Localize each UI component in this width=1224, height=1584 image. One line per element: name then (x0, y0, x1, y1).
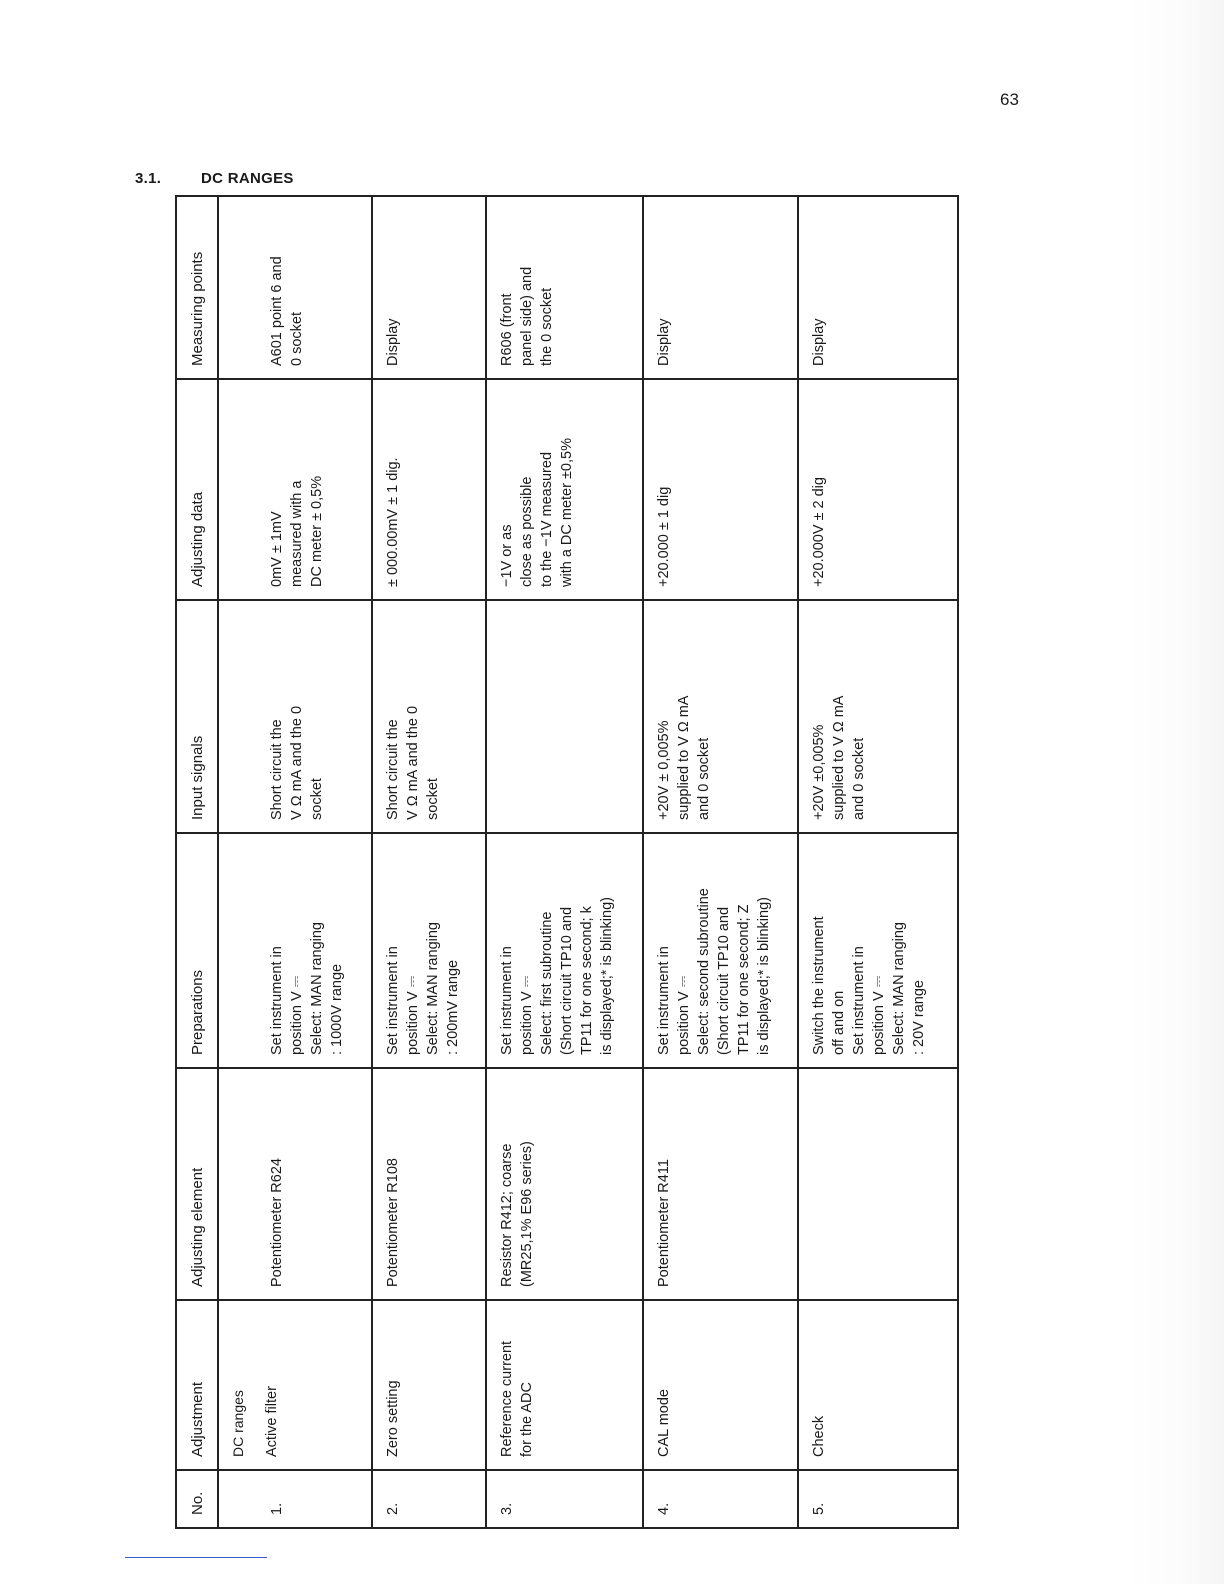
cell-adjustment: Check (798, 1300, 958, 1470)
cell-adjusting-element: Potentiometer R411 (643, 1068, 798, 1300)
cell-adjusting-element: Potentiometer R108 (372, 1068, 486, 1300)
header-adjustment: Adjustment (176, 1300, 218, 1470)
cell-measuring-points: R606 (front panel side) and the 0 socket (486, 196, 642, 379)
cell-measuring-points: A601 point 6 and 0 socket (218, 196, 372, 379)
cell-preparations: Set instrument in position V ⎓ Select: first subroutine (Short circuit TP10 and TP11 for one second; k is displayed;* is blinking) (486, 833, 642, 1068)
cell-adjusting-data: +20.000V ± 2 dig (798, 379, 958, 600)
cell-adjusting-element: Resistor R412; coarse (MR25,1% E96 series) (486, 1068, 642, 1300)
table-row (798, 196, 958, 1528)
cell-preparations: Set instrument in position V ⎓ Select: MAN ranging : 200mV range (372, 833, 486, 1068)
table-row (643, 196, 798, 1528)
footnote-rule (125, 1557, 267, 1558)
group-label: DC ranges (230, 1390, 246, 1457)
table-row (372, 196, 486, 1528)
cell-measuring-points: Display (798, 196, 958, 379)
cell-input-signals: +20V ±0,005% supplied to V Ω mA and 0 socket (798, 600, 958, 833)
header-adjusting-element: Adjusting element (176, 1068, 218, 1300)
section-number: 3.1. (135, 170, 162, 187)
page-number: 63 (1000, 90, 1019, 109)
header-preparations: Preparations (176, 833, 218, 1068)
header-adjusting-data: Adjusting data (176, 379, 218, 600)
adjustment-table-container (175, 197, 959, 1529)
cell-no: 1. (218, 1470, 372, 1528)
cell-no: 2. (372, 1470, 486, 1528)
cell-input-signals: Short circuit the V Ω mA and the 0 socket (372, 600, 486, 833)
cell-adjusting-data: 0mV ± 1mV measured with a DC meter ± 0,5% (218, 379, 372, 600)
cell-adjustment: Zero setting (372, 1300, 486, 1470)
cell-adjusting-data: −1V or as close as possible to the −1V measured with a DC meter ±0,5% (486, 379, 642, 600)
cell-adjusting-data: +20.000 ± 1 dig (643, 379, 798, 600)
cell-adjustment: CAL mode (643, 1300, 798, 1470)
cell-adjustment (218, 1300, 372, 1470)
cell-measuring-points: Display (372, 196, 486, 379)
section-title: DC RANGES (201, 170, 294, 187)
cell-adjustment: Reference current for the ADC (486, 1300, 642, 1470)
cell-no: 5. (798, 1470, 958, 1528)
cell-adjusting-element: Potentiometer R624 (218, 1068, 372, 1300)
header-input-signals: Input signals (176, 600, 218, 833)
table-header-row (176, 196, 218, 1528)
cell-input-signals: Short circuit the V Ω mA and the 0 socket (218, 600, 372, 833)
header-measuring-points: Measuring points (176, 196, 218, 379)
section-heading (135, 170, 294, 187)
header-no: No. (176, 1470, 218, 1528)
cell-no: 3. (486, 1470, 642, 1528)
cell-preparations: Set instrument in position V ⎓ Select: second subroutine (Short circuit TP10 and TP11 for one second; Z is displayed;* is blinking) (643, 833, 798, 1068)
adjustment-table (175, 195, 959, 1529)
cell-input-signals: +20V ± 0,005% supplied to V Ω mA and 0 socket (643, 600, 798, 833)
table-row (486, 196, 642, 1528)
adjustment-table-rotated (175, 197, 959, 1529)
cell-no: 4. (643, 1470, 798, 1528)
cell-measuring-points: Display (643, 196, 798, 379)
cell-preparations: Switch the instrument off and on Set instrument in position V ⎓ Select: MAN ranging : 20V range (798, 833, 958, 1068)
table-row (218, 196, 372, 1528)
cell-input-signals (486, 600, 642, 833)
cell-adjustment-text: Active filter (264, 1386, 281, 1457)
cell-adjusting-element (798, 1068, 958, 1300)
cell-adjusting-data: ± 000.00mV ± 1 dig. (372, 379, 486, 600)
cell-preparations: Set instrument in position V ⎓ Select: MAN ranging : 1000V range (218, 833, 372, 1068)
scan-edge-shading (1125, 0, 1224, 1584)
